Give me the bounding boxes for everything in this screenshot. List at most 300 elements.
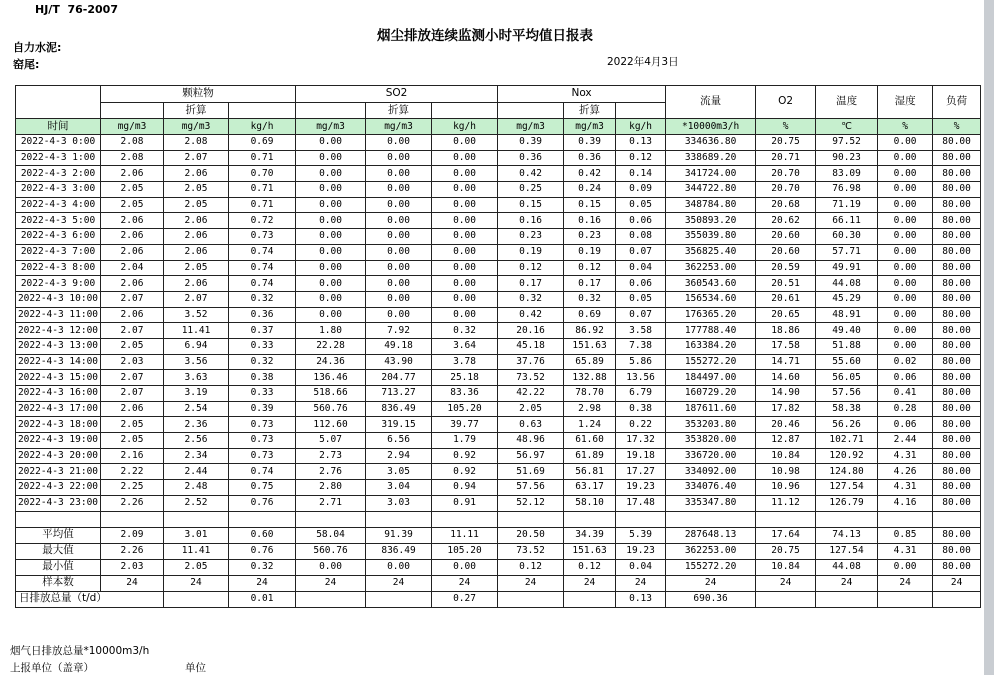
value-cell: 155272.20: [666, 559, 756, 575]
cell: [229, 103, 296, 119]
value-cell: 0.42: [498, 166, 564, 182]
value-cell: 5.86: [616, 354, 666, 370]
summary-label: 最小值: [16, 559, 101, 575]
time-cell: 2022-4-3 12:00: [16, 323, 101, 339]
value-cell: 0.00: [296, 276, 366, 292]
flue-gas-total-note: 烟气日排放总量*10000m3/h: [10, 645, 150, 657]
value-cell: 2.52: [164, 495, 229, 511]
value-cell: 24: [564, 575, 616, 591]
value-cell: 2.08: [101, 135, 164, 151]
time-cell: 2022-4-3 5:00: [16, 213, 101, 229]
value-cell: 0.63: [498, 417, 564, 433]
value-cell: 24: [616, 575, 666, 591]
group-temperature: 温度: [816, 86, 878, 119]
value-cell: 3.63: [164, 370, 229, 386]
value-cell: 43.90: [366, 354, 432, 370]
value-cell: 90.23: [816, 150, 878, 166]
unit-header: %: [878, 119, 933, 135]
time-cell: 2022-4-3 11:00: [16, 307, 101, 323]
value-cell: 20.70: [756, 182, 816, 198]
value-cell: 80.00: [933, 527, 981, 543]
value-cell: 2.05: [101, 182, 164, 198]
value-cell: 0.00: [878, 244, 933, 260]
value-cell: 10.84: [756, 559, 816, 575]
value-cell: 0.19: [498, 244, 564, 260]
value-cell: 0.85: [878, 527, 933, 543]
value-cell: [816, 591, 878, 607]
value-cell: 24: [432, 575, 498, 591]
value-cell: 0.00: [366, 229, 432, 245]
value-cell: 80.00: [933, 260, 981, 276]
value-cell: 0.00: [366, 291, 432, 307]
cell: [616, 511, 666, 527]
value-cell: 184497.00: [666, 370, 756, 386]
table-row: [16, 401, 981, 417]
value-cell: 0.12: [498, 559, 564, 575]
value-cell: 24: [666, 575, 756, 591]
value-cell: 3.78: [432, 354, 498, 370]
value-cell: 287648.13: [666, 527, 756, 543]
value-cell: 76.98: [816, 182, 878, 198]
value-cell: 0.00: [296, 166, 366, 182]
value-cell: 80.00: [933, 323, 981, 339]
cell: [101, 103, 164, 119]
value-cell: 20.61: [756, 291, 816, 307]
time-cell: 2022-4-3 8:00: [16, 260, 101, 276]
value-cell: 336720.00: [666, 448, 756, 464]
value-cell: 3.04: [366, 480, 432, 496]
cell: [616, 103, 666, 119]
value-cell: 49.18: [366, 338, 432, 354]
value-cell: 2.05: [101, 197, 164, 213]
value-cell: 338689.20: [666, 150, 756, 166]
table-row: [16, 338, 981, 354]
value-cell: 0.00: [432, 229, 498, 245]
value-cell: 2.06: [164, 244, 229, 260]
value-cell: 836.49: [366, 401, 432, 417]
value-cell: 80.00: [933, 495, 981, 511]
value-cell: 0.00: [366, 213, 432, 229]
value-cell: 11.11: [432, 527, 498, 543]
unit-header: mg/m3: [498, 119, 564, 135]
value-cell: 2.54: [164, 401, 229, 417]
value-cell: 187611.60: [666, 401, 756, 417]
value-cell: 1.79: [432, 433, 498, 449]
value-cell: 0.69: [564, 307, 616, 323]
value-cell: 2.22: [101, 464, 164, 480]
value-cell: 355039.80: [666, 229, 756, 245]
value-cell: 5.39: [616, 527, 666, 543]
header-group-row: [16, 86, 981, 103]
value-cell: 102.71: [816, 433, 878, 449]
value-cell: 0.05: [616, 197, 666, 213]
value-cell: 0.13: [616, 591, 666, 607]
value-cell: 0.28: [878, 401, 933, 417]
value-cell: 0.22: [616, 417, 666, 433]
value-cell: 2.07: [101, 370, 164, 386]
value-cell: 0.75: [229, 480, 296, 496]
table-row: [16, 433, 981, 449]
value-cell: 20.68: [756, 197, 816, 213]
value-cell: 0.69: [229, 135, 296, 151]
unit-header: mg/m3: [366, 119, 432, 135]
time-cell: 2022-4-3 2:00: [16, 166, 101, 182]
value-cell: 2.44: [164, 464, 229, 480]
value-cell: 2.05: [164, 197, 229, 213]
value-cell: 20.65: [756, 307, 816, 323]
value-cell: 0.06: [878, 370, 933, 386]
value-cell: 42.22: [498, 386, 564, 402]
time-cell: 2022-4-3 0:00: [16, 135, 101, 151]
value-cell: 2.03: [101, 559, 164, 575]
value-cell: 0.06: [616, 213, 666, 229]
value-cell: 80.00: [933, 386, 981, 402]
value-cell: 0.39: [498, 135, 564, 151]
value-cell: 0.00: [432, 166, 498, 182]
value-cell: 51.88: [816, 338, 878, 354]
time-cell: 2022-4-3 21:00: [16, 464, 101, 480]
value-cell: 2.71: [296, 495, 366, 511]
cell: [101, 511, 164, 527]
value-cell: 0.00: [878, 150, 933, 166]
value-cell: [164, 591, 229, 607]
value-cell: 0.71: [229, 182, 296, 198]
value-cell: 0.15: [498, 197, 564, 213]
value-cell: 0.02: [878, 354, 933, 370]
value-cell: 6.94: [164, 338, 229, 354]
value-cell: 24: [164, 575, 229, 591]
value-cell: 2.07: [101, 323, 164, 339]
time-cell: 2022-4-3 1:00: [16, 150, 101, 166]
value-cell: 24.36: [296, 354, 366, 370]
value-cell: 20.75: [756, 543, 816, 559]
value-cell: 0.74: [229, 464, 296, 480]
value-cell: 0.00: [878, 338, 933, 354]
value-cell: 6.56: [366, 433, 432, 449]
value-cell: 151.63: [564, 543, 616, 559]
table-row: [16, 244, 981, 260]
value-cell: 0.37: [229, 323, 296, 339]
value-cell: 836.49: [366, 543, 432, 559]
value-cell: 61.60: [564, 433, 616, 449]
value-cell: 3.03: [366, 495, 432, 511]
value-cell: 0.00: [366, 260, 432, 276]
value-cell: 0.36: [229, 307, 296, 323]
value-cell: 160729.20: [666, 386, 756, 402]
value-cell: 2.06: [164, 276, 229, 292]
data-rows: [16, 135, 981, 608]
value-cell: 2.06: [101, 276, 164, 292]
value-cell: 127.54: [816, 543, 878, 559]
value-cell: 37.76: [498, 354, 564, 370]
value-cell: 204.77: [366, 370, 432, 386]
value-cell: 0.00: [432, 244, 498, 260]
unit-header: mg/m3: [564, 119, 616, 135]
group-humidity: 湿度: [878, 86, 933, 119]
value-cell: 80.00: [933, 401, 981, 417]
value-cell: 120.92: [816, 448, 878, 464]
value-cell: 136.46: [296, 370, 366, 386]
table-row: [16, 386, 981, 402]
value-cell: 0.92: [432, 448, 498, 464]
unit-header: kg/h: [432, 119, 498, 135]
value-cell: 2.16: [101, 448, 164, 464]
value-cell: 0.74: [229, 260, 296, 276]
value-cell: 163384.20: [666, 338, 756, 354]
value-cell: 0.08: [616, 229, 666, 245]
value-cell: 2.05: [498, 401, 564, 417]
value-cell: 20.60: [756, 244, 816, 260]
cell: [432, 103, 498, 119]
value-cell: 2.07: [101, 291, 164, 307]
value-cell: 2.05: [101, 417, 164, 433]
value-cell: 0.04: [616, 260, 666, 276]
value-cell: 80.00: [933, 464, 981, 480]
value-cell: 80.00: [933, 370, 981, 386]
table-row: [16, 150, 981, 166]
value-cell: 58.38: [816, 401, 878, 417]
value-cell: 0.00: [878, 559, 933, 575]
value-cell: 0.00: [296, 559, 366, 575]
value-cell: 0.32: [229, 291, 296, 307]
unit-header: mg/m3: [164, 119, 229, 135]
value-cell: 3.52: [164, 307, 229, 323]
table-row: [16, 229, 981, 245]
value-cell: 155272.20: [666, 354, 756, 370]
blank-row: [16, 511, 981, 527]
time-cell: 2022-4-3 16:00: [16, 386, 101, 402]
value-cell: 0.12: [616, 150, 666, 166]
value-cell: 11.41: [164, 543, 229, 559]
value-cell: 0.00: [878, 323, 933, 339]
value-cell: 58.10: [564, 495, 616, 511]
value-cell: 45.18: [498, 338, 564, 354]
header-units-row: [16, 119, 981, 135]
cell: [164, 511, 229, 527]
value-cell: 56.97: [498, 448, 564, 464]
value-cell: 0.00: [878, 166, 933, 182]
summary-label: 最大值: [16, 543, 101, 559]
unit-header: kg/h: [616, 119, 666, 135]
value-cell: 57.56: [498, 480, 564, 496]
value-cell: 0.00: [432, 182, 498, 198]
value-cell: 34.39: [564, 527, 616, 543]
value-cell: 1.24: [564, 417, 616, 433]
value-cell: [756, 591, 816, 607]
value-cell: 0.00: [878, 135, 933, 151]
value-cell: 78.70: [564, 386, 616, 402]
value-cell: 0.01: [229, 591, 296, 607]
value-cell: 14.71: [756, 354, 816, 370]
value-cell: 80.00: [933, 244, 981, 260]
value-cell: 14.90: [756, 386, 816, 402]
value-cell: 80.00: [933, 417, 981, 433]
table-row: [16, 213, 981, 229]
value-cell: 52.12: [498, 495, 564, 511]
unit-header: mg/m3: [296, 119, 366, 135]
value-cell: 0.00: [296, 260, 366, 276]
value-cell: 0.07: [616, 307, 666, 323]
value-cell: 2.98: [564, 401, 616, 417]
value-cell: 518.66: [296, 386, 366, 402]
cell: [498, 511, 564, 527]
unit-header: ℃: [816, 119, 878, 135]
summary-row: [16, 559, 981, 575]
value-cell: 0.36: [564, 150, 616, 166]
time-cell: 2022-4-3 4:00: [16, 197, 101, 213]
daily-total-row: [16, 591, 981, 607]
unit-header: *10000m3/h: [666, 119, 756, 135]
value-cell: 0.00: [366, 135, 432, 151]
value-cell: [564, 591, 616, 607]
value-cell: 20.51: [756, 276, 816, 292]
time-cell: 2022-4-3 15:00: [16, 370, 101, 386]
time-cell: 2022-4-3 23:00: [16, 495, 101, 511]
value-cell: 2.06: [101, 401, 164, 417]
group-load: 负荷: [933, 86, 981, 119]
value-cell: 360543.60: [666, 276, 756, 292]
value-cell: 65.89: [564, 354, 616, 370]
value-cell: 60.30: [816, 229, 878, 245]
group-so2: SO2: [296, 86, 498, 103]
value-cell: 20.59: [756, 260, 816, 276]
time-cell: 2022-4-3 9:00: [16, 276, 101, 292]
value-cell: 0.76: [229, 495, 296, 511]
value-cell: 0.00: [296, 291, 366, 307]
value-cell: 0.00: [432, 291, 498, 307]
value-cell: 2.08: [101, 150, 164, 166]
value-cell: 56.26: [816, 417, 878, 433]
value-cell: 713.27: [366, 386, 432, 402]
value-cell: 20.62: [756, 213, 816, 229]
value-cell: 0.41: [878, 386, 933, 402]
value-cell: 0.00: [878, 260, 933, 276]
report-table: [15, 85, 981, 608]
value-cell: 2.06: [164, 213, 229, 229]
value-cell: 0.00: [432, 135, 498, 151]
value-cell: 0.00: [432, 307, 498, 323]
value-cell: 0.74: [229, 244, 296, 260]
value-cell: 350893.20: [666, 213, 756, 229]
value-cell: 48.91: [816, 307, 878, 323]
cell: [366, 511, 432, 527]
time-column-header: 时间: [16, 119, 101, 135]
summary-row: [16, 575, 981, 591]
value-cell: 0.91: [432, 495, 498, 511]
value-cell: 97.52: [816, 135, 878, 151]
table-row: [16, 448, 981, 464]
group-particulate: 颗粒物: [101, 86, 296, 103]
value-cell: 49.91: [816, 260, 878, 276]
value-cell: 10.96: [756, 480, 816, 496]
value-cell: 2.08: [164, 135, 229, 151]
page-title: 烟尘排放连续监测小时平均值日报表: [377, 28, 593, 44]
value-cell: 560.76: [296, 543, 366, 559]
value-cell: 0.00: [296, 213, 366, 229]
time-cell: 2022-4-3 20:00: [16, 448, 101, 464]
value-cell: 17.27: [616, 464, 666, 480]
value-cell: 24: [366, 575, 432, 591]
value-cell: 0.00: [432, 150, 498, 166]
value-cell: 0.06: [616, 276, 666, 292]
value-cell: 362253.00: [666, 260, 756, 276]
value-cell: 0.72: [229, 213, 296, 229]
value-cell: 560.76: [296, 401, 366, 417]
value-cell: 2.06: [101, 307, 164, 323]
daily-total-label: 日排放总量（t/d）: [16, 591, 164, 607]
unit-header: mg/m3: [101, 119, 164, 135]
value-cell: 2.56: [164, 433, 229, 449]
value-cell: 126.79: [816, 495, 878, 511]
value-cell: 335347.80: [666, 495, 756, 511]
value-cell: 80.00: [933, 276, 981, 292]
value-cell: 17.32: [616, 433, 666, 449]
value-cell: 44.08: [816, 276, 878, 292]
value-cell: 5.07: [296, 433, 366, 449]
table-row: [16, 291, 981, 307]
value-cell: 17.64: [756, 527, 816, 543]
value-cell: 0.00: [432, 276, 498, 292]
value-cell: 0.71: [229, 150, 296, 166]
value-cell: 80.00: [933, 213, 981, 229]
value-cell: 4.31: [878, 543, 933, 559]
value-cell: 2.36: [164, 417, 229, 433]
table-row: [16, 260, 981, 276]
value-cell: 0.00: [296, 229, 366, 245]
value-cell: 0.39: [564, 135, 616, 151]
value-cell: 18.86: [756, 323, 816, 339]
table-row: [16, 480, 981, 496]
value-cell: 24: [229, 575, 296, 591]
table-row: [16, 166, 981, 182]
value-cell: 2.76: [296, 464, 366, 480]
value-cell: 0.00: [366, 182, 432, 198]
value-cell: 0.32: [229, 354, 296, 370]
summary-row: [16, 527, 981, 543]
value-cell: 3.56: [164, 354, 229, 370]
value-cell: 2.25: [101, 480, 164, 496]
value-cell: 56.05: [816, 370, 878, 386]
value-cell: 58.04: [296, 527, 366, 543]
value-cell: 127.54: [816, 480, 878, 496]
value-cell: 0.16: [498, 213, 564, 229]
value-cell: 4.26: [878, 464, 933, 480]
value-cell: 0.12: [564, 559, 616, 575]
cell: [432, 511, 498, 527]
value-cell: 2.07: [164, 291, 229, 307]
value-cell: 0.32: [229, 559, 296, 575]
value-cell: 74.13: [816, 527, 878, 543]
value-cell: 2.05: [164, 260, 229, 276]
unit-header: %: [933, 119, 981, 135]
cell: [816, 511, 878, 527]
value-cell: 0.00: [432, 260, 498, 276]
value-cell: 0.07: [616, 244, 666, 260]
value-cell: 3.58: [616, 323, 666, 339]
value-cell: 690.36: [666, 591, 756, 607]
value-cell: 24: [101, 575, 164, 591]
report-unit-label: 上报单位（盖章）: [10, 662, 94, 674]
value-cell: 0.04: [616, 559, 666, 575]
table-row: [16, 276, 981, 292]
value-cell: 0.23: [498, 229, 564, 245]
value-cell: 2.73: [296, 448, 366, 464]
cell: [564, 511, 616, 527]
value-cell: 19.23: [616, 480, 666, 496]
value-cell: 0.16: [564, 213, 616, 229]
value-cell: 44.08: [816, 559, 878, 575]
value-cell: 2.05: [101, 338, 164, 354]
